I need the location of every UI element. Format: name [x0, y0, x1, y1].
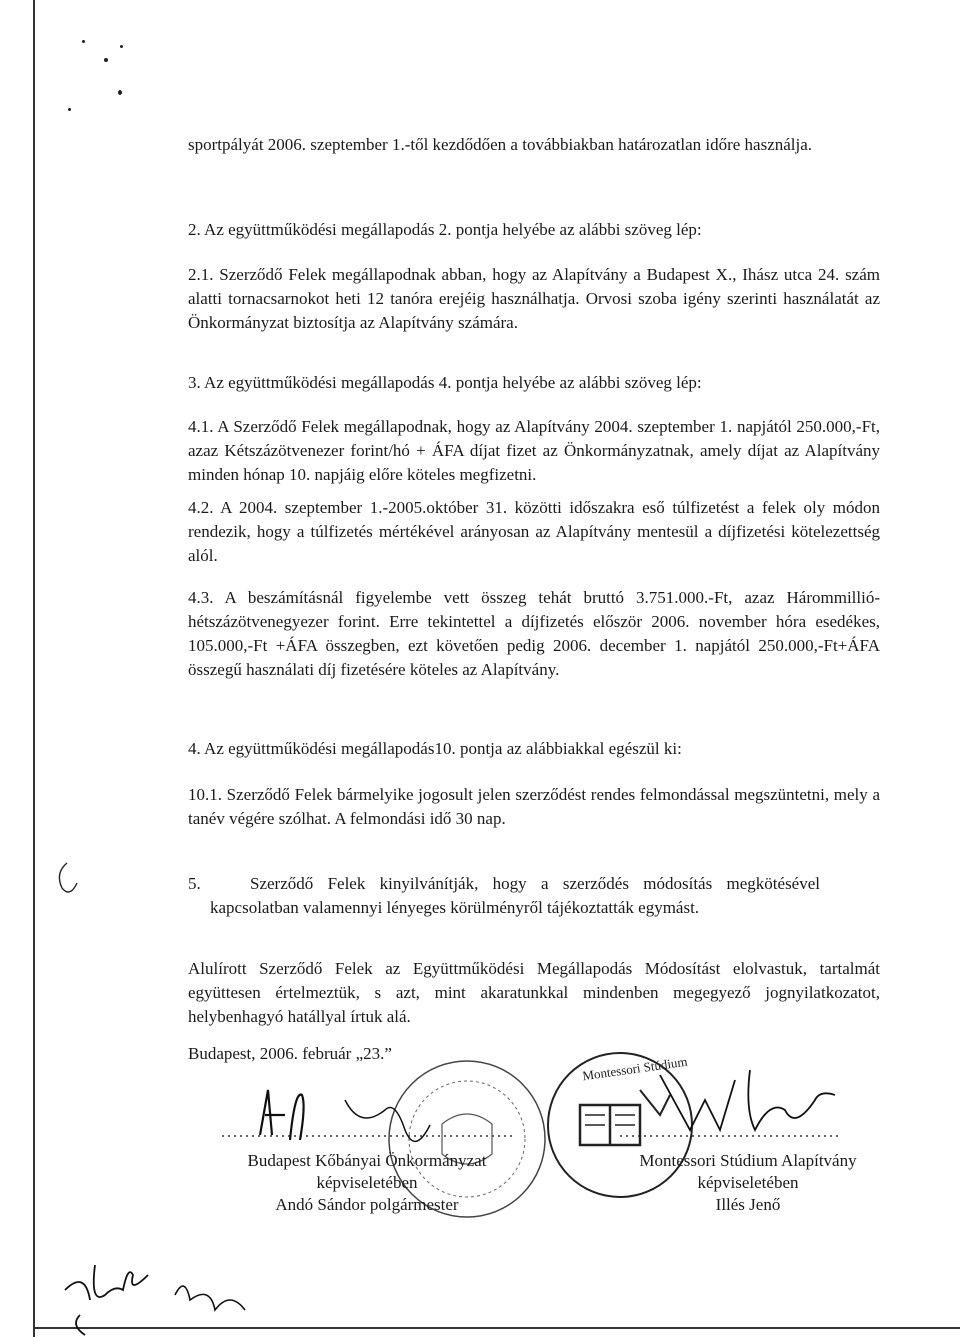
paragraph-2: 2. Az együttműködési megállapodás 2. pontja helyébe az alábbi szöveg lép:	[188, 220, 702, 239]
paragraph-10-number: 5.	[188, 874, 201, 893]
paragraph-4: 3. Az együttműködési megállapodás 4. pontja helyébe az alábbi szöveg lép:	[188, 373, 702, 392]
signature-block-left	[222, 1150, 512, 1216]
left-signer-organization: Budapest Kőbányai Önkormányzat	[247, 1151, 487, 1170]
paragraph-11: Alulírott Szerződő Felek az Együttműködési Megállapodás Módosítást elolvastuk, tartalmát együttesen értelmeztük, s azt, mint akaratunkkal mindenben megegyező jognyilatkozatot, helybenhagyó hatállyal írtuk alá.	[188, 959, 880, 1026]
left-signer-role: képviseletében	[316, 1173, 418, 1192]
left-signer-name: Andó Sándor polgármester	[275, 1195, 459, 1214]
handwritten-signature-right	[650, 1060, 850, 1140]
right-signer-role: képviseletében	[697, 1173, 799, 1192]
paragraph-1: sportpályát 2006. szeptember 1.-től kezdődően a továbbiakban határozatlan időre használja.	[188, 135, 813, 154]
right-signer-organization: Montessori Stúdium Alapítvány	[639, 1151, 857, 1170]
handwritten-signature-left	[250, 1080, 450, 1150]
initials-bottom-left	[55, 1245, 275, 1335]
paragraph-9: 10.1. Szerződő Felek bármelyike jogosult jelen szerződést rendes felmondással megszüntetni, mely a tanév végére szólhat. A felmondási idő 30 nap.	[188, 785, 880, 828]
paragraph-7: 4.3. A beszámításnál figyelembe vett összeg tehát bruttó 3.751.000.-Ft, azaz Hárommillió-hétszázötvenegyezer forint. Erre tekintettel a díjfizetés először 2006. november hóra esedékes, 105.000,-Ft +ÁFA összegben, ezt követően pedig 2006. december 1. napjától 250.000,-Ft+ÁFA összegű használati díj fizetésére köteles az Alapítvány.	[188, 588, 880, 679]
date-line: Budapest, 2006. február „23.”	[188, 1044, 392, 1063]
paragraph-3: 2.1. Szerződő Felek megállapodnak abban, hogy az Alapítvány a Budapest X., Ihász utca 24. szám alatti tornacsarnokot heti 12 tanóra erejéig használhatja. Orvosi szoba igény szerinti használatát az Önkormányzat biztosítja az Alapítvány számára.	[188, 265, 880, 332]
paragraph-8: 4. Az együttműködési megállapodás10. pontja az alábbiakkal egészül ki:	[188, 739, 682, 758]
stamp-text: Montessori Stúdium	[581, 1053, 689, 1084]
margin-mark-left	[52, 858, 82, 898]
paragraph-10: Szerződő Felek kinyilvánítják, hogy a szerződés módosítás megkötésével kapcsolatban valamennyi lényeges körülményről tájékoztatták egymást.	[210, 874, 820, 917]
paragraph-6: 4.2. A 2004. szeptember 1.-2005.október 31. közötti időszakra eső túlfizetést a felek oly módon rendezik, hogy a túlfizetés mértékével arányosan az Alapítvány mentesül a díjfizetési kötelezettség alól.	[188, 498, 880, 565]
signature-block-right	[598, 1150, 898, 1216]
paragraph-5: 4.1. A Szerződő Felek megállapodnak, hogy az Alapítvány 2004. szeptember 1. napjától 250.000,-Ft, azaz Kétszázötvenezer forint/hó + ÁFA díjat fizet az Önkormányzatnak, amely díjat az Alapítvány minden hónap 10. napjáig előre köteles megfizetni.	[188, 417, 880, 484]
right-signer-name: Illés Jenő	[715, 1195, 781, 1214]
